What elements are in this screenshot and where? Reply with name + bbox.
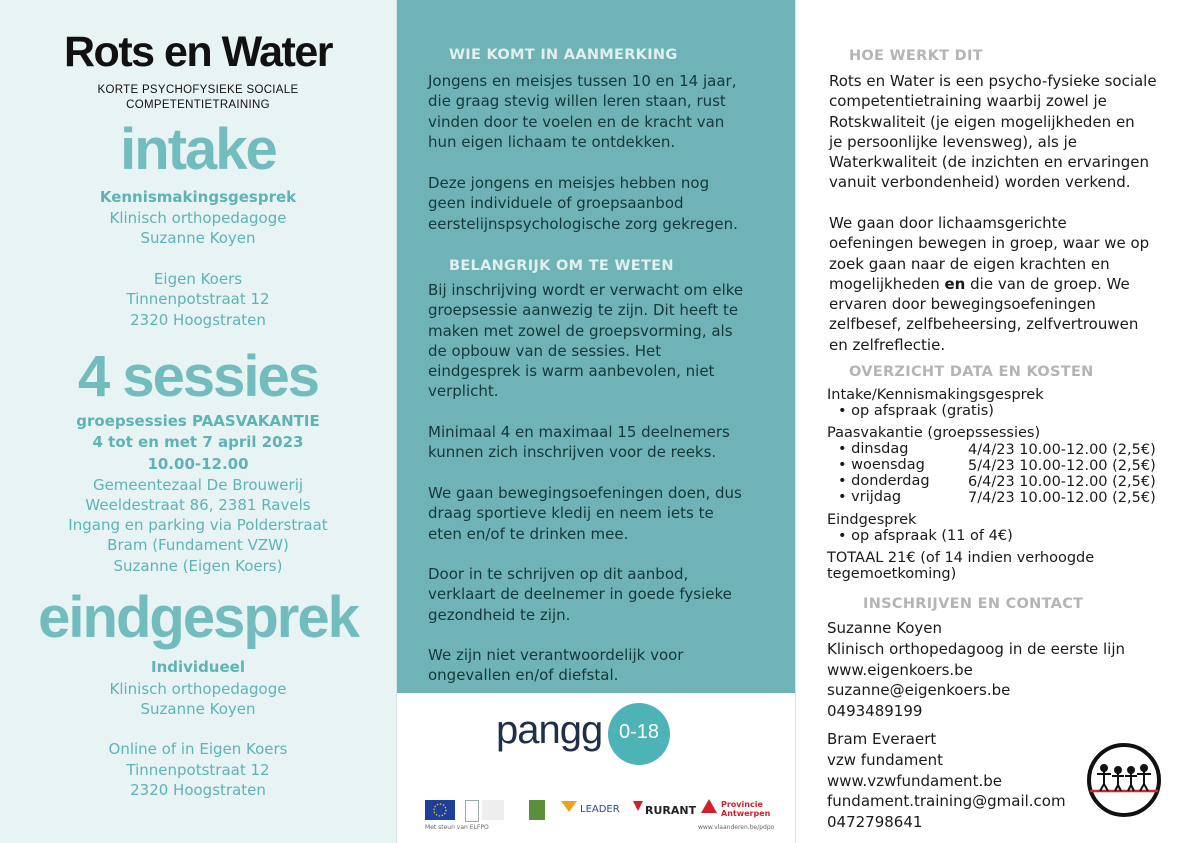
contact-email-link[interactable]: suzanne@eigenkoers.be <box>827 681 1011 700</box>
text-line <box>829 274 1179 294</box>
intake-heading: intake <box>120 117 276 182</box>
contact-phone: 0493489199 <box>827 702 923 721</box>
contact-phone: 0472798641 <box>827 813 923 832</box>
overview-day-when: 4/4/23 10.00-12.00 (2,5€) <box>968 442 1156 458</box>
text-line: Waterkwaliteit (de inzichten en ervaringen <box>829 153 1150 172</box>
sessions-line: 10.00-12.00 <box>147 455 249 473</box>
text-line: hun eigen lichaam te ontdekken. <box>428 132 676 151</box>
overview-end-detail: • op afspraak (11 of 4€) <box>838 528 1013 544</box>
text-line: Deze jongens en meisjes hebben nog <box>428 174 710 192</box>
important-paragraph <box>428 280 778 402</box>
text-line: Door in te schrijven op dit aanbod, <box>428 565 689 583</box>
sessions-line: groepsessies PAASVAKANTIE <box>76 412 320 430</box>
subtitle-line: KORTE PSYCHOFYSIEKE SOCIALE <box>97 84 299 96</box>
text-line: Jongens en meisjes tussen 10 en 14 jaar, <box>428 72 737 90</box>
sponsor-logos <box>425 796 775 830</box>
end-line: Klinisch orthopedagoge <box>109 680 287 698</box>
text-line: maken met zowel de groepsvorming, als <box>428 321 733 340</box>
text-line: die graag stevig willen leren staan, rust <box>428 92 726 111</box>
text-line: oefeningen bewegen in groep, waar we op <box>829 234 1150 253</box>
text-line: verplicht. <box>428 382 499 401</box>
end-line: Tinnenpotstraat 12 <box>126 761 270 779</box>
overview-intake-detail: • op afspraak (gratis) <box>838 403 994 419</box>
text-line: gezondheid te zijn. <box>428 605 571 624</box>
overview-day: • woensdag <box>838 457 925 473</box>
overview-total: TOTAAL 21€ (of 14 indien verhoogde <box>827 550 1095 566</box>
text-line: vinden door te voelen en de kracht van <box>428 112 725 131</box>
overview-day-when: 5/4/23 10.00-12.00 (2,5€) <box>968 458 1156 474</box>
text-line: ervaren door bewegingsoefeningen <box>829 295 1096 314</box>
subtitle <box>0 83 396 113</box>
overview-day: • dinsdag <box>838 441 909 457</box>
provincie-label: Provincie <box>721 800 763 809</box>
pangg-text: pangg <box>496 708 603 752</box>
rurant-logo-icon <box>631 798 645 818</box>
text-line: je persoonlijke levensweg), als je <box>829 132 1077 151</box>
contact-name: Suzanne Koyen <box>827 619 942 637</box>
text-line: verklaart de deelnemer in goede fysieke <box>428 585 732 604</box>
contact-org: vzw fundament <box>827 750 944 769</box>
intake-line: Eigen Koers <box>153 270 243 288</box>
eu-flag-icon <box>425 800 455 820</box>
contact-website-link[interactable]: www.eigenkoers.be <box>827 660 973 679</box>
overview-day-when: 6/4/23 10.00-12.00 (2,5€) <box>968 474 1156 490</box>
overview-day: • donderdag <box>838 473 930 489</box>
text-line: kunnen zich inschrijven voor de reeks. <box>428 443 717 462</box>
subtitle-line: COMPETENTIETRAINING <box>126 99 270 111</box>
sessions-line: Bram (Fundament VZW) <box>107 536 289 554</box>
text-line: eindgesprek is warm aanbevolen, niet <box>428 362 715 381</box>
text-line: eten en/of te drinken mee. <box>428 524 629 543</box>
provincie-logo-icon <box>700 798 718 818</box>
text-line: zoek gaan naar de eigen krachten en <box>829 254 1110 273</box>
plattelandsloket-icon <box>482 800 504 820</box>
footer-left-text: Met steun van ELFPO <box>425 824 489 831</box>
text-line: competentietraining waarbij zowel je <box>829 92 1107 111</box>
pangg-badge-text: 0-18 <box>618 721 660 743</box>
section-heading-overview: OVERZICHT DATA EN KOSTEN <box>849 364 1094 380</box>
contact-role: Klinisch orthopedagoog in de eerste lijn <box>827 639 1126 658</box>
rurant-label: RURANT <box>645 804 697 817</box>
text-line: groepsessie aanwezig te zijn. Dit heeft te <box>428 301 739 320</box>
text-line: Rots en Water is een psycho-fysieke sociale <box>829 72 1157 90</box>
leader-label: LEADER <box>580 804 620 815</box>
leader-logo-icon <box>560 798 578 818</box>
how-paragraph <box>829 71 1179 193</box>
text-span: mogelijkheden <box>829 274 945 293</box>
important-paragraph <box>428 483 778 544</box>
text-line: eerstelijnspsychologische zorg gekregen. <box>428 214 738 233</box>
text-line: We gaan door lichaamsgerichte <box>829 214 1067 232</box>
text-line: Minimaal 4 en maximaal 15 deelnemers <box>428 423 730 441</box>
text-line: We zijn niet verantwoordelijk voor <box>428 646 684 664</box>
sessions-line: 4 tot en met 7 april 2023 <box>92 433 304 451</box>
contact-email-link[interactable]: fundament.training@gmail.com <box>827 792 1066 811</box>
pangg-badge-circle <box>608 703 670 765</box>
intake-line: Tinnenpotstraat 12 <box>126 290 270 308</box>
section-heading-who: WIE KOMT IN AANMERKING <box>449 47 678 63</box>
important-paragraph <box>428 422 778 463</box>
sessions-line: Ingang en parking via Polderstraat <box>68 516 328 534</box>
text-line: en zelfreflectie. <box>829 335 946 354</box>
important-paragraph <box>428 564 778 625</box>
end-line: Online of in Eigen Koers <box>108 740 288 758</box>
intake-line: 2320 Hoogstraten <box>130 311 266 329</box>
intake-line: Klinisch orthopedagoge <box>109 209 287 227</box>
end-line: Individueel <box>151 658 245 676</box>
text-line: Rotskwaliteit (je eigen mogelijkheden en <box>829 112 1135 131</box>
text-line: We gaan bewegingsoefeningen doen, dus <box>428 484 742 502</box>
middle-column <box>396 0 796 843</box>
eco-logo-icon <box>529 800 545 820</box>
intake-line: Kennismakingsgesprek <box>99 188 297 206</box>
intake-line: Suzanne Koyen <box>140 229 256 247</box>
contact-website-link[interactable]: www.vzwfundament.be <box>827 771 1002 790</box>
end-heading: eindgesprek <box>38 585 358 650</box>
text-line: zelfbesef, zelfbeheersing, zelfvertrouwen <box>829 315 1139 334</box>
emphasis-text: en <box>944 274 966 293</box>
sessions-line: Gemeentezaal De Brouwerij <box>92 476 304 494</box>
overview-intake: Intake/Kennismakingsgesprek <box>827 387 1044 403</box>
sessions-line: Weeldestraat 86, 2381 Ravels <box>85 496 311 514</box>
overview-total: tegemoetkoming) <box>827 566 957 582</box>
contact-name: Bram Everaert <box>827 730 937 748</box>
how-paragraph <box>829 213 1179 355</box>
overview-end: Eindgesprek <box>827 512 917 528</box>
text-line: ongevallen en/of diefstal. <box>428 666 619 685</box>
overview-day: • vrijdag <box>838 489 902 505</box>
who-paragraph <box>428 71 778 152</box>
left-column <box>0 0 396 843</box>
sessions-heading: 4 sessies <box>77 344 319 409</box>
section-heading-important: BELANGRIJK OM TE WETEN <box>449 258 674 274</box>
overview-paas: Paasvakantie (groepssessies) <box>827 425 1041 441</box>
end-line: 2320 Hoogstraten <box>130 781 266 799</box>
flemish-govt-icon <box>465 800 479 822</box>
text-span: die van de groep. We <box>965 274 1130 293</box>
end-line: Suzanne Koyen <box>140 700 256 718</box>
overview-day-when: 7/4/23 10.00-12.00 (2,5€) <box>968 490 1156 506</box>
who-paragraph <box>428 173 778 234</box>
important-paragraph <box>428 645 778 686</box>
text-line: draag sportieve kledij en neem iets te <box>428 504 714 523</box>
text-line: geen individuele of groepsaanbod <box>428 194 684 213</box>
contact-suzanne <box>827 618 1177 722</box>
section-heading-contact: INSCHRIJVEN EN CONTACT <box>863 596 1084 612</box>
right-column <box>796 0 1200 843</box>
text-line: vanuit verbondenheid) worden verkend. <box>829 173 1131 192</box>
fundament-logo-icon <box>1084 740 1164 820</box>
page-title: Rots en Water <box>64 28 332 76</box>
section-heading-how: HOE WERKT DIT <box>849 48 983 64</box>
antwerpen-label: Antwerpen <box>721 809 771 818</box>
text-line: de opbouw van de sessies. Het <box>428 341 662 360</box>
sessions-line: Suzanne (Eigen Koers) <box>113 557 283 575</box>
text-line: Bij inschrijving wordt er verwacht om elke <box>428 281 744 299</box>
footer-right-text: www.vlaanderen.be/pdpo <box>698 824 775 831</box>
